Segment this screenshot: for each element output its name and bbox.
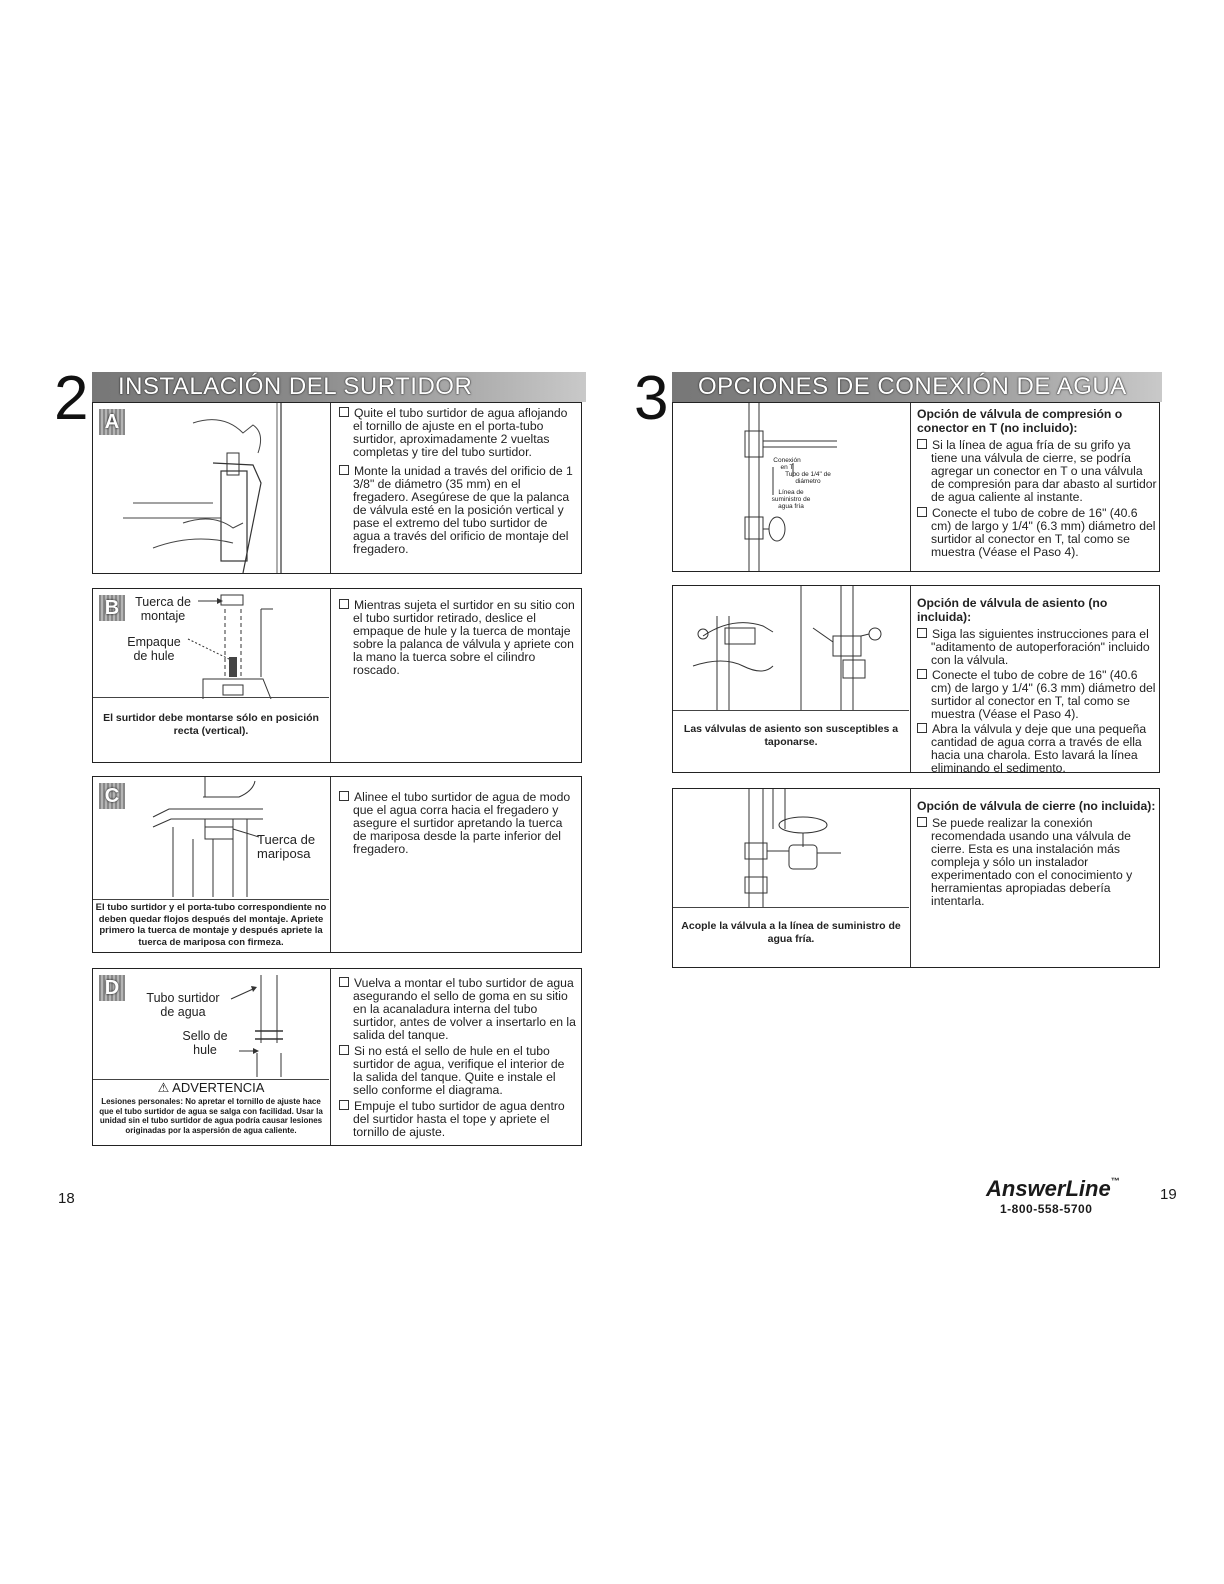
step-b-letter: B xyxy=(99,595,125,621)
mounting-nut-label: Tuerca de montaje xyxy=(135,595,191,623)
brand-logo: AnswerLine™ xyxy=(986,1176,1120,1201)
option-saddle-heading: Opción de válvula de asiento (no incluida): xyxy=(917,596,1108,624)
support-phone: 1-800-558-5700 xyxy=(1000,1202,1093,1216)
option-compression-panel xyxy=(672,402,1160,572)
checkbox-icon[interactable] xyxy=(917,507,927,517)
option-saddle-item: Conecte el tubo de cobre de 16" (40.6 cm) de largo y 1/4" (6.3 mm) diámetro del surtidor al conector en T, tal como se muestra (Véase el Paso 4). xyxy=(917,669,1157,721)
checkbox-icon[interactable] xyxy=(917,628,927,638)
wing-nut-label: Tuerca de mariposa xyxy=(257,832,316,861)
step-b-illustration xyxy=(93,589,329,699)
option-shutoff-instructions xyxy=(917,799,1157,914)
step-c-illustration xyxy=(93,777,329,899)
checkbox-icon[interactable] xyxy=(339,791,349,801)
warning-icon: ⚠ xyxy=(157,1080,170,1095)
step-a-illustration xyxy=(93,403,329,573)
step-a-letter: A xyxy=(99,409,125,435)
warning-heading: ⚠ ADVERTENCIA xyxy=(93,1079,329,1096)
option-saddle-figure xyxy=(673,586,911,772)
option-compression-heading: Opción de válvula de compresión o conector en T (no incluido): xyxy=(917,407,1123,435)
step-d-letter: D xyxy=(99,975,125,1001)
option-saddle-caption: Las válvulas de asiento son susceptibles a taponarse. xyxy=(673,710,909,772)
checkbox-icon[interactable] xyxy=(917,439,927,449)
checkbox-icon[interactable] xyxy=(917,817,927,827)
step-a-item: Quite el tubo surtidor de agua aflojando el tornillo de ajuste en el porta-tubo surtidor, aproximadamente 2 vueltas completas y tire del tubo surtidor. xyxy=(339,407,577,459)
step-a-panel xyxy=(92,402,582,574)
warning-text: Lesiones personales: No apretar el tornillo de ajuste hace que el tubo surtidor de agua se salga con facilidad. Usar la unidad sin el tubo surtidor de agua podría causar lesiones originadas por la aspersión de agua caliente. xyxy=(99,1097,323,1135)
step-a-item: Monte la unidad a través del orificio de 1 3/8" de diámetro (35 mm) en el fregadero. Asegúrese de que la palanca de válvula esté en la posición vertical y pase el extremo del tubo surtidor de agua a través del orificio de montaje del fregadero. xyxy=(339,465,577,556)
option-saddle-item: Abra la válvula y deje que una pequeña cantidad de agua corra a través de ella hacia una charola. Esto lavará la línea eliminando el sedimento. xyxy=(917,723,1157,775)
step-d-instructions xyxy=(339,977,577,1145)
option-shutoff-heading: Opción de válvula de cierre (no incluida): xyxy=(917,799,1156,813)
option-compression-item: Conecte el tubo de cobre de 16" (40.6 cm) de largo y 1/4" (6.3 mm) diámetro del surtidor al conector en T, tal como se muestra (Véase el Paso 4). xyxy=(917,507,1157,559)
checkbox-icon[interactable] xyxy=(917,723,927,733)
section-3-title: OPCIONES DE CONEXIÓN DE AGUA xyxy=(672,372,1162,402)
option-shutoff-caption: Acople la válvula a la línea de suministro de agua fría. xyxy=(673,907,909,967)
section-3-number: 3 xyxy=(634,364,669,433)
step-b-item: Mientras sujeta el surtidor en su sitio con el tubo surtidor retirado, deslice el empaque de hule y la tuerca de montaje sobre la palanca de válvula y apriete con la mano la tuerca sobre el cilindro roscado. xyxy=(339,599,577,677)
checkbox-icon[interactable] xyxy=(339,1100,349,1110)
option-compression-item: Si la línea de agua fría de su grifo ya tiene una válvula de cierre, se podría agregar un conector en T o una válvula de compresión para dar abasto al surtidor de agua caliente al instante. xyxy=(917,439,1157,504)
step-b-instructions xyxy=(339,599,577,683)
section-2-number: 2 xyxy=(54,364,89,433)
cold-water-line-label: Línea de suministro de agua fría xyxy=(771,489,811,510)
checkbox-icon[interactable] xyxy=(339,465,349,475)
step-d-panel xyxy=(92,968,582,1146)
step-c-caption: El tubo surtidor y el porta-tubo correspondiente no deben quedar flojos después del montaje. Apriete primero la tuerca de montaje y después apriete la tuerca de mariposa con firmeza. xyxy=(93,899,329,952)
option-saddle-panel xyxy=(672,585,1160,773)
step-d-item: Empuje el tubo surtidor de agua dentro del surtidor hasta el tope y apriete el tornillo de ajuste. xyxy=(339,1100,577,1139)
shutoff-valve-illustration xyxy=(673,789,909,907)
spout-tube-label: Tubo surtidor de agua xyxy=(146,991,220,1019)
page-number-right: 19 xyxy=(1160,1186,1177,1203)
saddle-valve-illustration xyxy=(673,586,909,710)
step-c-figure xyxy=(93,777,331,952)
step-c-letter: C xyxy=(99,783,125,809)
step-b-caption: El surtidor debe montarse sólo en posición recta (vertical). xyxy=(93,697,329,762)
option-shutoff-item: Se puede realizar la conexión recomendada usando una válvula de cierre. Esta es una instalación más compleja y sólo un instalador experimentado con el conocimiento y herramientas apropiadas debería intentarla. xyxy=(917,817,1157,908)
option-saddle-item: Siga las siguientes instrucciones para el "aditamento de autoperforación" incluido con la válvula. xyxy=(917,628,1157,667)
page-number-left: 18 xyxy=(58,1190,75,1207)
section-2-title: INSTALACIÓN DEL SURTIDOR xyxy=(92,372,586,402)
step-b-figure xyxy=(93,589,331,762)
step-d-figure xyxy=(93,969,331,1145)
step-d-item: Vuelva a montar el tubo surtidor de agua asegurando el sello de goma en su sitio en la acanaladura interna del tubo surtidor, antes de volver a insertarlo en la salida del tanque. xyxy=(339,977,577,1042)
rubber-gasket-label: Empaque de hule xyxy=(127,635,181,663)
tee-connection-label: Conexión en T xyxy=(773,457,801,471)
option-compression-figure xyxy=(673,403,911,571)
checkbox-icon[interactable] xyxy=(917,669,927,679)
checkbox-icon[interactable] xyxy=(339,977,349,987)
option-shutoff-panel xyxy=(672,788,1160,968)
step-a-figure xyxy=(93,403,331,573)
option-saddle-instructions xyxy=(917,596,1157,781)
tee-connector-illustration xyxy=(673,403,909,571)
step-d-illustration xyxy=(93,969,329,1077)
option-compression-instructions xyxy=(917,407,1157,565)
option-shutoff-figure xyxy=(673,789,911,967)
checkbox-icon[interactable] xyxy=(339,407,349,417)
step-d-item: Si no está el sello de hule en el tubo surtidor de agua, verifique el interior de la salida del tanque. Quite e instale el sello conforme el diagrama. xyxy=(339,1045,577,1097)
checkbox-icon[interactable] xyxy=(339,599,349,609)
checkbox-icon[interactable] xyxy=(339,1045,349,1055)
step-c-panel xyxy=(92,776,582,953)
quarter-inch-tube-label: Tubo de 1/4" de diámetro xyxy=(785,471,831,485)
step-b-panel xyxy=(92,588,582,763)
rubber-seal-label: Sello de hule xyxy=(182,1029,228,1057)
step-a-instructions xyxy=(339,407,577,562)
step-c-instructions xyxy=(339,791,577,862)
step-c-item: Alinee el tubo surtidor de agua de modo que el agua corra hacia el fregadero y asegure el surtidor apretando la tuerca de mariposa desde la parte inferior del fregadero. xyxy=(339,791,577,856)
